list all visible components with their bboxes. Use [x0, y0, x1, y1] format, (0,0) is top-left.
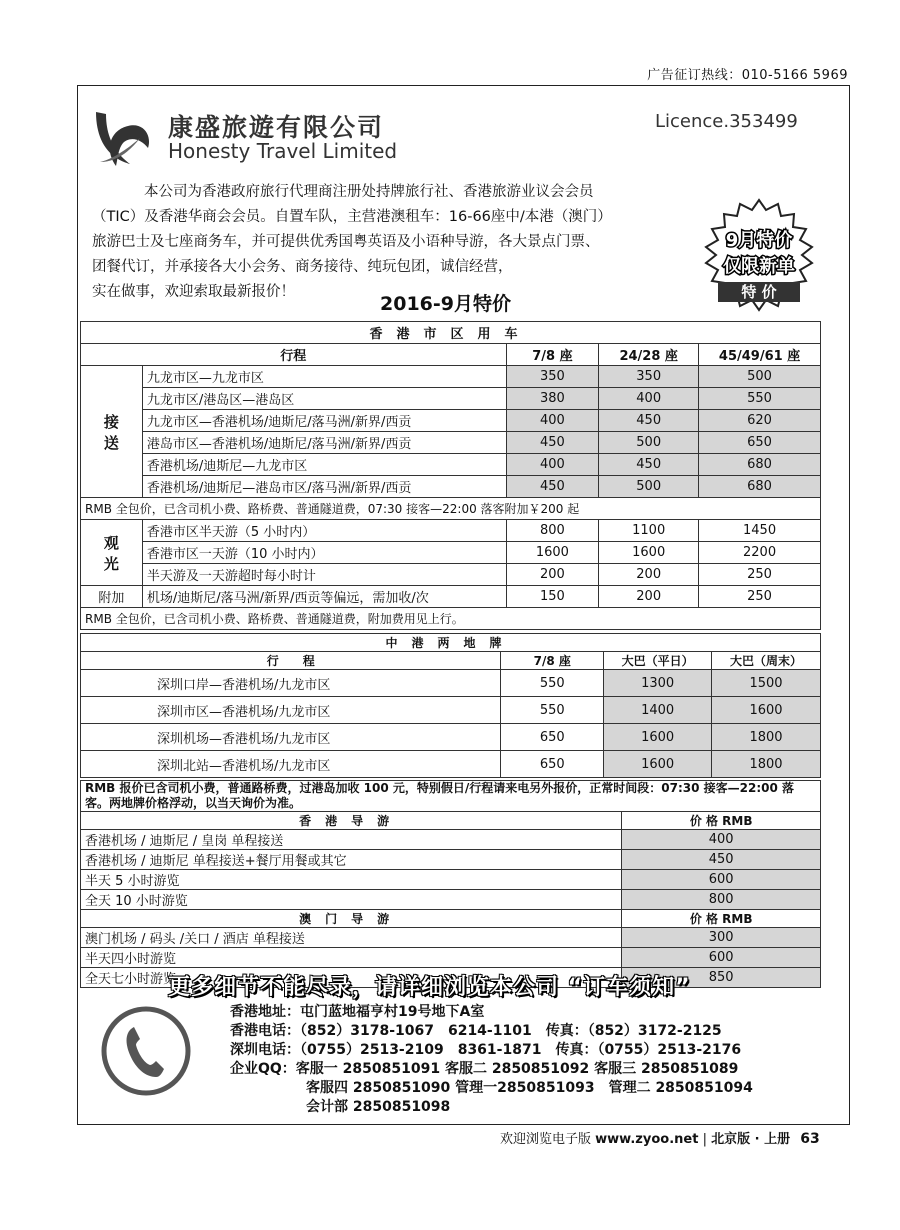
cross-border-table: [80, 633, 821, 778]
table-row: 半天 5 小时游览 600: [81, 870, 821, 890]
table-row: 深圳北站—香港机场/九龙市区 650 1600 1800: [81, 751, 821, 778]
more-details-banner: 更多细节不能尽录，请详细浏览本公司 “订车须知”: [168, 975, 691, 1000]
contact-hk-phone: 香港电话：（852）3178-1067 6214-1101 传真：（852）3172-2125: [230, 1023, 722, 1039]
table-row: 澳门机场 / 码头 /关口 / 酒店 单程接送 300: [81, 928, 821, 948]
col-header-24-28: 24/28 座: [599, 344, 699, 366]
company-name-en: Honesty Travel Limited: [168, 139, 398, 163]
contact-qq-1: 企业QQ：客服一 2850851091 客服二 2850851092 客服三 2850851089: [230, 1061, 739, 1077]
table-row: 深圳机场—香港机场/九龙市区 650 1600 1800: [81, 724, 821, 751]
badge-line-1: 9月特价: [725, 230, 793, 251]
guide-note: RMB 报价已含司机小费，普通路桥费，过港岛加收 100 元，特别假日/行程请来电另外报价，正常时间段：07:30 接客—22:00 落客。两地牌价格浮动，以当天询价为准。: [81, 781, 821, 812]
row-label-extra: 附加: [81, 586, 143, 608]
table-row: 深圳市区—香港机场/九龙市区 550 1400 1600: [81, 697, 821, 724]
contact-address: 香港地址：屯门蓝地福亨村19号地下A室: [230, 1004, 485, 1020]
footer-edition: 北京版 · 上册: [711, 1132, 791, 1147]
mo-guide-price-header: 价 格 RMB: [622, 910, 821, 928]
row-label-sightseeing: 观 光: [81, 520, 143, 586]
contact-qq-3: 会计部 2850851098: [306, 1099, 451, 1115]
cross-col-route: 行 程: [81, 652, 501, 670]
cross-col-bus-weekday: 大巴（平日）: [604, 652, 712, 670]
table-row: 深圳口岸—香港机场/九龙市区 550 1300 1500: [81, 670, 821, 697]
table-row: 香港市区一天游（10 小时内） 1600 1600 2200: [81, 542, 821, 564]
guide-table: [80, 780, 821, 988]
col-header-route: 行程: [81, 344, 507, 366]
table-row: 香港机场/迪斯尼—九龙市区 400 450 680: [81, 454, 821, 476]
table-row: 观 光 香港市区半天游（5 小时内） 800 1100 1450: [81, 520, 821, 542]
special-offer-badge: [700, 196, 818, 314]
table-row: 半天游及一天游超时每小时计 200 200 250: [81, 564, 821, 586]
company-logo-icon: [86, 100, 156, 170]
ad-hotline: 广告征订热线：010-5166 5969: [647, 68, 848, 83]
company-name-cn: 康盛旅遊有限公司: [168, 113, 385, 142]
badge-line-2: 仅限新单: [723, 256, 795, 277]
col-header-7-8: 7/8 座: [506, 344, 599, 366]
table-row: 全天七小时游览 850: [81, 968, 821, 988]
table-row: 港岛市区—香港机场/迪斯尼/落马洲/新界/西贡 450 500 650: [81, 432, 821, 454]
contact-sz-phone: 深圳电话：（0755）2513-2109 8361-1871 传真：（0755）2513-2176: [230, 1042, 742, 1058]
table-row: 香港机场 / 迪斯尼 单程接送+餐厅用餐或其它 450: [81, 850, 821, 870]
phone-icon: [100, 1005, 192, 1097]
contact-qq-2: 客服四 2850851090 管理一2850851093 管理二 2850851094: [306, 1080, 753, 1096]
promo-title: 2016-9月特价: [380, 293, 511, 315]
table-row: 九龙市区/港岛区—港岛区 380 400 550: [81, 388, 821, 410]
hk-car-table: [80, 321, 821, 630]
table-row: 接 送 九龙市区—九龙市区 350 350 500: [81, 366, 821, 388]
hk-car-note-1: RMB 全包价，已含司机小费、路桥费、普通隧道费，07:30 接客—22:00 落客附加￥200 起: [81, 498, 821, 520]
cross-col-7-8: 7/8 座: [501, 652, 604, 670]
licence-number: Licence.353499: [655, 111, 798, 132]
company-intro: 本公司为香港政府旅行代理商注册处持牌旅行社、香港旅游业议会会员 （TIC）及香港华商会会员。自置车队，主营港澳租车：16-66座中/本港（澳门） 旅游巴士及七座商务车，并可提供优秀国粤英语及小语种导游，各大景点门票、 团餐代订，并承接各大小会务、商务接待、纯玩包团，诚信经营， 实在做事，欢迎索取最新报价！: [92, 184, 612, 300]
hk-guide-section-header: 香港导游: [81, 812, 622, 830]
hk-car-section-header: 香港市区用车: [81, 322, 821, 344]
page-footer: 欢迎浏览电子版 www.zyoo.net | 北京版 · 上册 63: [500, 1131, 820, 1147]
cross-section-header: 中港两地牌: [81, 634, 821, 652]
badge-line-3: 特 价: [741, 283, 777, 301]
page-number: 63: [800, 1131, 820, 1147]
table-row: 香港机场/迪斯尼—港岛市区/落马洲/新界/西贡 450 500 680: [81, 476, 821, 498]
footer-url[interactable]: www.zyoo.net: [595, 1132, 699, 1147]
mo-guide-section-header: 澳门导游: [81, 910, 622, 928]
cross-col-bus-weekend: 大巴（周末）: [712, 652, 821, 670]
table-row: 附加 机场/迪斯尼/落马洲/新界/西贡等偏远，需加收/次 150 200 250: [81, 586, 821, 608]
contact-info: [230, 1003, 753, 1117]
hk-car-note-2: RMB 全包价，已含司机小费、路桥费、普通隧道费，附加费用见上行。: [81, 608, 821, 630]
footer-welcome: 欢迎浏览电子版: [500, 1132, 592, 1147]
table-row: 半天四小时游览 600: [81, 948, 821, 968]
table-row: 全天 10 小时游览 800: [81, 890, 821, 910]
table-row: 九龙市区—香港机场/迪斯尼/落马洲/新界/西贡 400 450 620: [81, 410, 821, 432]
col-header-45-61: 45/49/61 座: [699, 344, 821, 366]
hk-guide-price-header: 价 格 RMB: [622, 812, 821, 830]
row-label-transfer: 接 送: [81, 366, 143, 498]
table-row: 香港机场 / 迪斯尼 / 皇岗 单程接送 400: [81, 830, 821, 850]
